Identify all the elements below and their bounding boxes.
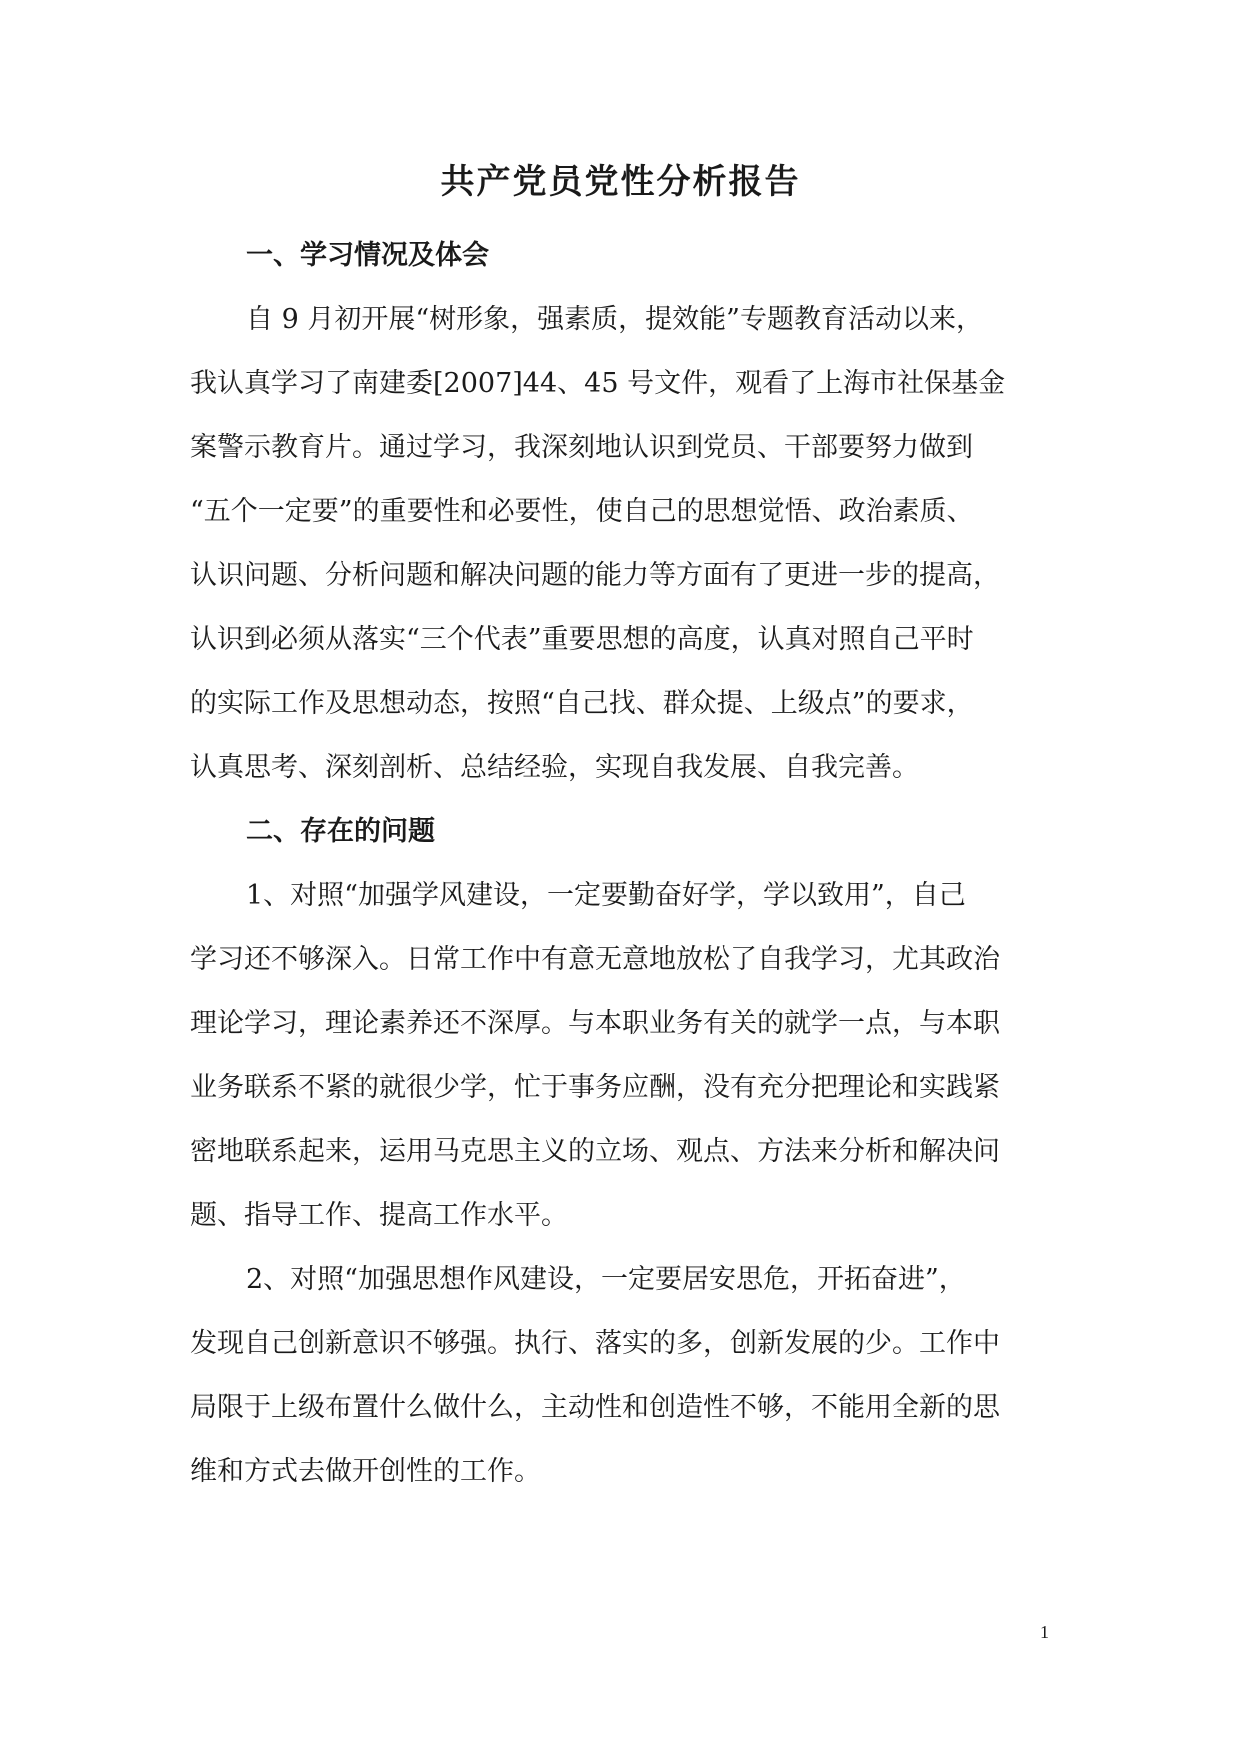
text-line: 局限于上级布置什么做什么，主动性和创造性不够，不能用全新的思: [190, 1392, 1000, 1423]
text-line: 密地联系起来，运用马克思主义的立场、观点、方法来分析和解决问: [190, 1136, 1000, 1167]
paragraph-problem-2: [190, 1248, 1056, 1504]
text-line: 认真思考、深刻剖析、总结经验，实现自我发展、自我完善。: [190, 752, 919, 783]
text-line: “五个一定要”的重要性和必要性，使自己的思想觉悟、政治素质、: [190, 496, 974, 527]
text-line: 我认真学习了南建委[2007]44、45 号文件，观看了上海市社保基金: [190, 368, 1006, 399]
document-title: 共产党员党性分析报告: [440, 162, 801, 202]
text-line: 1、对照“加强学风建设，一定要勤奋好学，学以致用”，自己: [246, 880, 966, 911]
text-line: 2、对照“加强思想作风建设，一定要居安思危，开拓奋进”，: [246, 1264, 966, 1295]
document-body: [190, 224, 1056, 1504]
text-line: 案警示教育片。通过学习，我深刻地认识到党员、干部要努力做到: [190, 432, 973, 463]
section-heading-problems: 二、存在的问题: [246, 816, 435, 847]
text-line: 认识到必须从落实“三个代表”重要思想的高度，认真对照自己平时: [190, 624, 974, 655]
text-line: 业务联系不紧的就很少学，忙于事务应酬，没有充分把理论和实践紧: [190, 1072, 1000, 1103]
text-line: 自 9 月初开展“树形象，强素质，提效能”专题教育活动以来，: [246, 304, 983, 335]
text-line: 题、指导工作、提高工作水平。: [190, 1200, 568, 1231]
text-line: 认识问题、分析问题和解决问题的能力等方面有了更进一步的提高，: [190, 560, 1000, 591]
paragraph-problem-1: [190, 864, 1056, 1248]
text-line: 的实际工作及思想动态，按照“自己找、群众提、上级点”的要求，: [190, 688, 974, 719]
text-line: 学习还不够深入。日常工作中有意无意地放松了自我学习，尤其政治: [190, 944, 1000, 975]
page-number: 1: [1040, 1622, 1049, 1642]
section-heading-study: 一、学习情况及体会: [246, 240, 489, 271]
text-line: 发现自己创新意识不够强。执行、落实的多，创新发展的少。工作中: [190, 1328, 1000, 1359]
text-line: 理论学习，理论素养还不深厚。与本职业务有关的就学一点，与本职: [190, 1008, 1000, 1039]
paragraph-study-experience: [190, 288, 1056, 800]
text-line: 维和方式去做开创性的工作。: [190, 1456, 541, 1487]
